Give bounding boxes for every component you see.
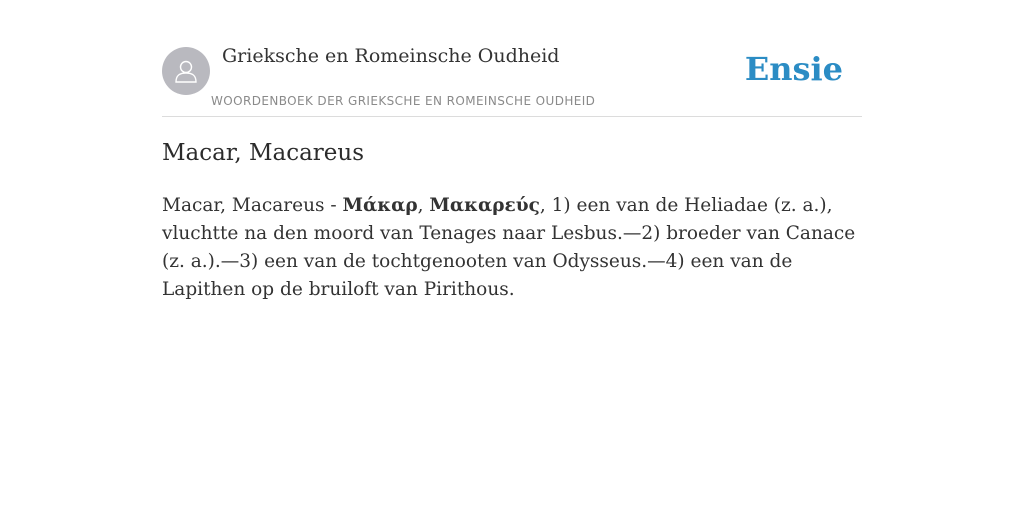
source-avatar[interactable]	[162, 47, 210, 95]
source-title-link[interactable]: Grieksche en Romeinsche Oudheid	[222, 45, 560, 67]
entry-body-sep: ,	[417, 195, 430, 216]
page-header	[162, 44, 862, 117]
user-avatar-icon	[171, 56, 201, 86]
entry-title: Macar, Macareus	[162, 140, 365, 166]
entry-body-text: , 1) een van de Heliadae (z. a.), vluchtte na den moord van Tenages naar Lesbus.—2) broeder van Canace (z. a.).—3) een van de tochtgenooten van Odysseus.—4) een van de Lapithen op de bruiloft van Pirithous.	[162, 195, 856, 300]
entry-body-lead: Macar, Macareus -	[162, 195, 343, 216]
source-subtitle: WOORDENBOEK DER GRIEKSCHE EN ROMEINSCHE OUDHEID	[211, 94, 596, 108]
greek-term-2: Μακαρεύς	[429, 195, 540, 216]
greek-term-1: Μάκαρ	[342, 195, 418, 216]
ensie-logo-link[interactable]: Ensie	[744, 50, 843, 88]
entry-body	[162, 192, 864, 304]
